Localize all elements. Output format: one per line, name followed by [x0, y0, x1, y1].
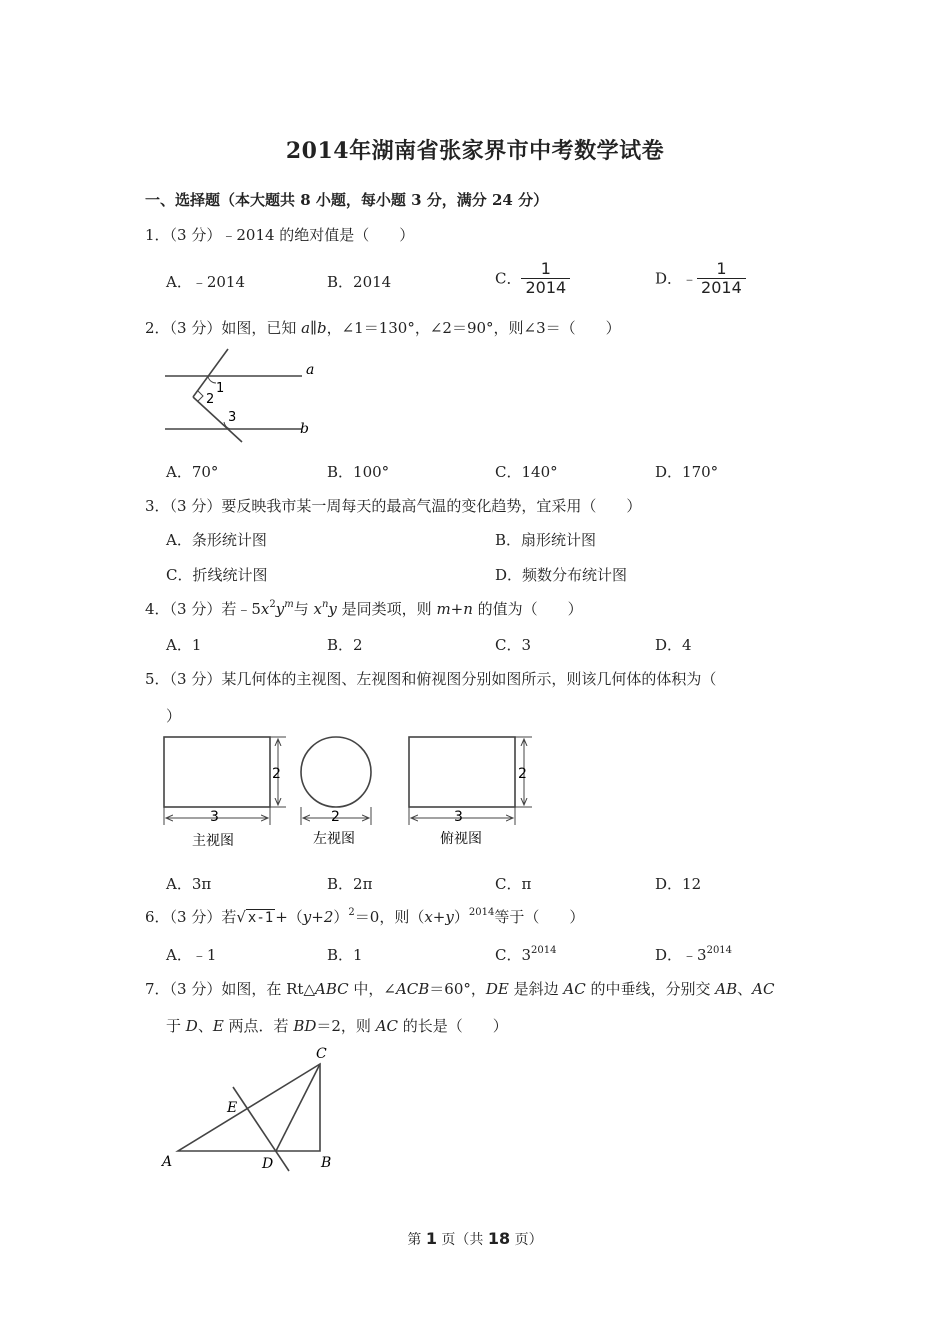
q4-option-a: A．1: [166, 636, 202, 654]
q7-stem-line1: [145, 978, 774, 999]
q6-sqrt: √ x-1: [236, 908, 274, 926]
q2-option-d: D．170°: [655, 463, 719, 481]
front-width-label: 3: [210, 809, 219, 825]
q6-text-4: ＝0，则（: [354, 908, 425, 926]
label-E: E: [227, 1100, 238, 1116]
q7-var: AB: [715, 980, 738, 998]
front-height-label: 2: [272, 766, 281, 782]
q7-text: 的长是（ ）: [398, 1017, 508, 1035]
label-b: b: [300, 421, 309, 437]
total-pages: 18: [487, 1229, 511, 1248]
label-3: 3: [228, 410, 237, 425]
q6-text-6: 等于（ ）: [494, 908, 585, 926]
q4-exp-2: 2: [269, 599, 276, 610]
label-1: 1: [216, 381, 225, 396]
q7-var: D: [185, 1017, 198, 1035]
q7-text: 的中垂线，分别交: [585, 980, 716, 998]
q3-option-d: D．频数分布统计图: [495, 566, 628, 584]
q7-text: ＝60°，: [429, 980, 486, 998]
angle-arc-1: [208, 376, 216, 383]
q4-var-y2: y: [328, 600, 337, 618]
q5-option-d: D．12: [655, 875, 702, 893]
q4-stem: [145, 598, 583, 619]
q3-stem: 3．（3 分）要反映我市某一周每天的最高气温的变化趋势，宜采用（ ）: [145, 497, 642, 515]
q6-text-5: ）: [453, 908, 469, 926]
footer-text: 页（共: [436, 1232, 488, 1248]
q7-stem-line2: [166, 1015, 508, 1036]
q7-var: DE: [485, 980, 509, 998]
q7-text: 是斜边: [508, 980, 564, 998]
label-a: a: [306, 362, 315, 378]
q5-option-c: C．π: [495, 875, 532, 893]
q7-text: ＝2，则: [316, 1017, 376, 1035]
q4-expr-mn: m+n: [436, 600, 473, 618]
fraction-denominator: 2014: [521, 278, 570, 297]
footer-text: 第: [407, 1232, 426, 1248]
page-footer: [0, 1229, 950, 1249]
q5-stem-line2: ）: [166, 707, 182, 725]
front-view-caption: 主视图: [192, 833, 234, 849]
q6-radicand: x-1: [247, 910, 274, 926]
q5-option-a: A．3π: [166, 875, 212, 893]
q7-var: ABC: [314, 980, 349, 998]
q6-text-2: +（: [275, 908, 303, 926]
q6-stem: [145, 906, 584, 927]
page-title: 2014年湖南省张家界市中考数学试卷: [285, 138, 665, 164]
q4-var-y: y: [275, 600, 285, 618]
q1-option-d-fraction: [697, 260, 746, 296]
q7-text: 7．（3 分）如图，在 Rt△: [145, 980, 315, 998]
q7-triangle-figure: [158, 1040, 348, 1175]
q7-text: 、: [737, 980, 753, 998]
q6-exp-2: 2: [348, 907, 355, 918]
q4-option-c: C．3: [495, 636, 532, 654]
right-angle-mark: [198, 391, 203, 401]
q7-var: ACB: [395, 980, 430, 998]
q6-option-c: [495, 944, 556, 965]
top-view: [409, 737, 532, 847]
fraction-numerator: 1: [540, 259, 551, 278]
fraction-numerator: 1: [716, 259, 727, 278]
q1-option-c-label: C．: [495, 269, 522, 288]
q2-parallel-lines-figure: [160, 345, 320, 445]
q6-option-d-exp: 2014: [706, 945, 733, 956]
q1-stem: 1．（3 分）﹣2014 的绝对值是（ ）: [145, 226, 415, 244]
q2-option-a: A．70°: [166, 463, 219, 481]
q2-stem-text: 2．（3 分）如图，已知: [145, 319, 302, 337]
q7-var: AC: [752, 980, 775, 998]
q7-text: 于: [166, 1017, 186, 1035]
q6-option-d-base: D．﹣3: [655, 946, 707, 964]
q5-option-b: B．2π: [327, 875, 373, 893]
q4-exp-m: m: [284, 599, 294, 610]
top-height-label: 2: [518, 766, 527, 782]
label-C: C: [316, 1046, 327, 1062]
q6-option-a: A．﹣1: [166, 946, 217, 964]
q1-option-d-sign: ﹣: [682, 269, 698, 288]
label-2: 2: [206, 392, 215, 407]
q3-option-b: B．扇形统计图: [495, 531, 597, 549]
q6-text-3: ）: [333, 908, 349, 926]
label-A: A: [162, 1154, 173, 1170]
q2-option-b: B．100°: [327, 463, 390, 481]
q4-text-1: 4．（3 分）若﹣5: [145, 600, 261, 618]
q4-text-4: 的值为（ ）: [472, 600, 583, 618]
q7-text: 、: [197, 1017, 213, 1035]
q4-var-x2: x: [313, 600, 322, 618]
q7-var: AC: [375, 1017, 399, 1035]
q6-option-c-base: C．3: [495, 946, 532, 964]
q6-expr-y2: y+2: [302, 908, 334, 926]
q1-option-c-fraction: [521, 260, 570, 296]
q1-option-d-label: D．: [655, 269, 683, 288]
label-D: D: [262, 1156, 274, 1172]
q2-parallel-expr: a∥b: [301, 319, 327, 337]
q4-text-2: 与: [293, 600, 314, 618]
q6-option-b: B．1: [327, 946, 363, 964]
q7-text: 两点．若: [223, 1017, 294, 1035]
q6-option-c-exp: 2014: [531, 945, 557, 956]
q4-var-x: x: [260, 600, 270, 618]
left-width-label: 2: [331, 809, 340, 825]
left-view: [301, 737, 371, 847]
section-heading: 一、选择题（本大题共 8 小题，每小题 3 分，满分 24 分）: [145, 191, 549, 209]
left-view-caption: 左视图: [313, 831, 355, 847]
q7-var: BD: [293, 1017, 317, 1035]
q5-stem-line1: 5．（3 分）某几何体的主视图、左视图和俯视图分别如图所示，则该几何体的体积为（: [145, 670, 717, 688]
q4-option-b: B．2: [327, 636, 363, 654]
q2-stem-text-2: ，∠1＝130°，∠2＝90°，则∠3＝（ ）: [326, 319, 621, 337]
q1-option-c: [495, 260, 570, 296]
q4-text-3: 是同类项，则: [336, 600, 437, 618]
footer-text: 页）: [510, 1232, 543, 1248]
q1-option-b: B．2014: [327, 273, 392, 291]
q6-option-d: [655, 944, 732, 965]
label-B: B: [321, 1155, 332, 1171]
q6-expr-xy: x+y: [424, 908, 454, 926]
q4-exp-n: n: [321, 599, 329, 610]
q1-option-a: A．﹣2014: [166, 273, 246, 291]
q1-option-d: [655, 260, 746, 296]
q3-option-c: C．折线统计图: [166, 566, 268, 584]
q3-option-a: A．条形统计图: [166, 531, 267, 549]
q4-option-d: D．4: [655, 636, 692, 654]
top-width-label: 3: [454, 809, 463, 825]
top-view-caption: 俯视图: [440, 831, 482, 847]
fraction-denominator: 2014: [697, 278, 746, 297]
q7-var: AC: [563, 980, 586, 998]
q7-var: E: [212, 1017, 224, 1035]
q7-text: 中，∠: [348, 980, 396, 998]
q6-text-1: 6．（3 分）若: [145, 908, 237, 926]
front-view: [164, 737, 286, 849]
page-number: 1: [425, 1229, 437, 1248]
q2-option-c: C．140°: [495, 463, 558, 481]
q2-stem: [145, 317, 621, 338]
q6-exp-2014: 2014: [468, 907, 495, 918]
q5-three-views-figure: [158, 730, 558, 858]
